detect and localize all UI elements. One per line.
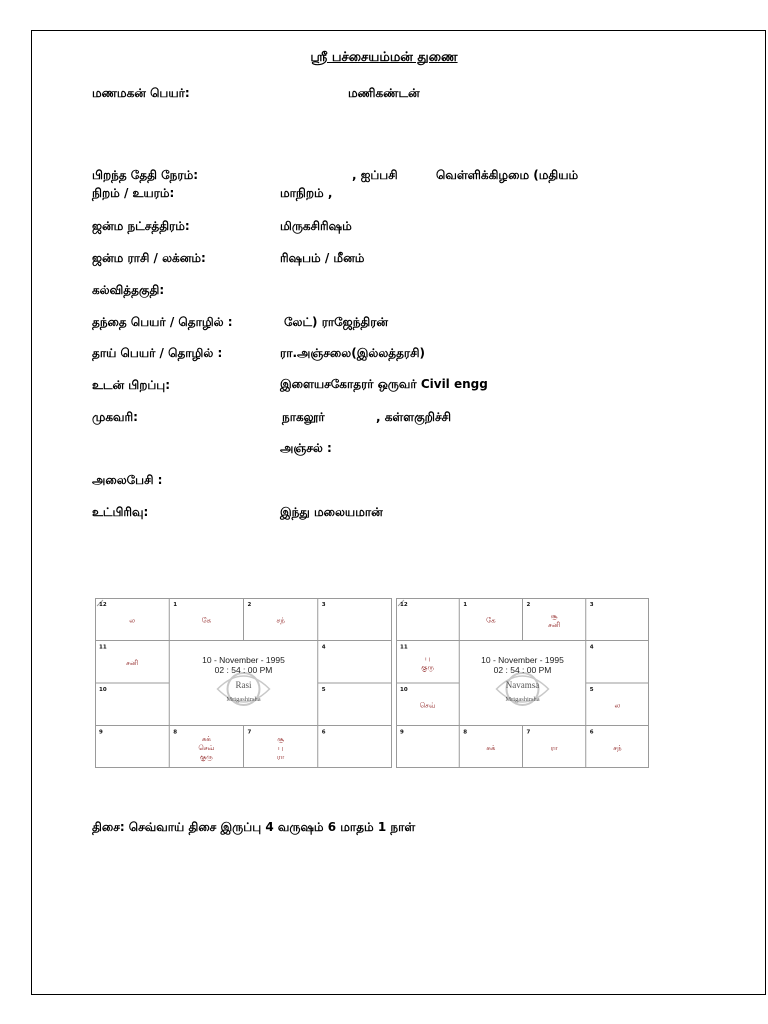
address-district-value: , கள்ளகுறிச்சி <box>376 410 452 424</box>
house-number: 4 <box>589 644 594 651</box>
planet-label: சனி <box>126 658 139 667</box>
dasa-balance: திசை: செவ்வாய் திசை இருப்பு 4 வருஷம் 6 மாதம் 1 நாள் <box>92 820 416 834</box>
house-number: 12 <box>400 602 408 608</box>
navamsa-chart <box>396 598 649 768</box>
house-number: 4 <box>321 644 326 651</box>
subcaste-value: இந்து மலையமான் <box>280 505 383 519</box>
subcaste-label: உட்பிரிவு: <box>92 505 149 519</box>
chart-name: Rasi <box>235 680 252 690</box>
planet-label: ல <box>129 616 136 625</box>
house-number: 7 <box>247 729 252 736</box>
groom-name-label: மணமகன் பெயர்: <box>92 86 190 100</box>
birth-datetime-label: பிறந்த தேதி நேரம்: <box>92 168 199 182</box>
planet-label: சந் <box>613 743 622 752</box>
planet-label: சுக் <box>486 743 496 752</box>
chart-date: 10 - November - 1995 <box>202 655 285 665</box>
birth-star-label: ஜன்ம நட்சத்திரம்: <box>92 219 190 233</box>
planet-label: ரா <box>276 752 285 761</box>
mobile-label: அலைபேசி : <box>92 473 163 487</box>
planet-label: செவ் <box>198 743 215 752</box>
rasi-lagna-value: ரிஷபம் / மீனம் <box>280 251 365 265</box>
house-number: 11 <box>400 644 408 651</box>
planet-label: பு <box>278 743 284 752</box>
address-value: நாகலூர் <box>282 410 325 424</box>
planet-label: கே <box>486 616 496 625</box>
planet-label: சூ <box>550 611 558 620</box>
mother-value: ரா.அஞ்சலை(இல்லத்தரசி) <box>280 346 426 360</box>
father-label: தந்தை பெயர் / தொழில் : <box>92 315 233 329</box>
chart-time: 02 : 54 : 00 PM <box>493 665 552 675</box>
complexion-height-label: நிறம் / உயரம்: <box>92 186 175 200</box>
house-number: 6 <box>321 729 326 736</box>
postal-value: அஞ்சல் : <box>280 441 332 455</box>
house-number: 2 <box>247 602 252 608</box>
planet-label: சனி <box>548 620 561 629</box>
chart-time: 02 : 54 : 00 PM <box>214 665 273 675</box>
rasi-chart <box>95 598 392 768</box>
planet-label: பு <box>425 654 431 663</box>
house-number: 7 <box>526 729 531 736</box>
siblings-value: இளையசகோதரர் ஒருவர் Civil engg <box>280 377 488 391</box>
house-number: 12 <box>99 602 107 608</box>
father-value: லேட்) ராஜேந்திரன் <box>284 315 389 329</box>
house-number: 6 <box>589 729 594 736</box>
planet-label: குரு <box>421 663 434 672</box>
chart-date: 10 - November - 1995 <box>481 655 564 665</box>
address-label: முகவரி: <box>92 410 138 424</box>
planet-label: சூ <box>277 734 284 743</box>
planet-label: சந் <box>276 616 285 625</box>
house-number: 5 <box>589 687 594 693</box>
birth-day-value: வெள்ளிக்கிழமை (மதியம் <box>436 168 579 182</box>
house-number: 9 <box>400 729 404 736</box>
birth-datetime-value: , ஐப்பசி <box>352 168 398 182</box>
page-title: ஸ்ரீ பச்சையம்மன் துணை <box>310 50 458 65</box>
house-number: 1 <box>463 602 468 608</box>
siblings-label: உடன் பிறப்பு: <box>92 378 171 392</box>
house-number: 2 <box>526 602 531 608</box>
groom-name-value: மணிகண்டன் <box>348 86 420 100</box>
planet-label: ல <box>614 701 621 710</box>
chart-name: Navamsa <box>505 680 540 690</box>
house-number: 1 <box>173 602 178 608</box>
planet-label: கே <box>201 616 212 625</box>
house-number: 9 <box>99 729 103 736</box>
house-number: 10 <box>99 687 107 693</box>
chart-star: Mrigashirsha <box>505 696 540 703</box>
planet-label: ரா <box>550 743 558 752</box>
house-number: 5 <box>321 687 326 693</box>
planet-label: செவ் <box>419 701 436 710</box>
complexion-height-value: மாநிறம் , <box>280 186 333 200</box>
rasi-lagna-label: ஜன்ம ராசி / லக்னம்: <box>92 251 206 265</box>
house-number: 11 <box>99 644 107 651</box>
mother-label: தாய் பெயர் / தொழில் : <box>92 346 223 360</box>
planet-label: சுக் <box>201 734 211 743</box>
chart-star: Mrigashirsha <box>226 696 261 703</box>
house-number: 10 <box>400 687 408 693</box>
education-label: கல்வித்தகுதி: <box>92 283 165 297</box>
house-number: 8 <box>173 729 178 736</box>
house-number: 8 <box>463 729 468 736</box>
house-number: 3 <box>589 602 594 608</box>
house-number: 3 <box>321 602 326 608</box>
planet-label: குரு <box>200 752 213 761</box>
birth-star-value: மிருகசிரிஷம் <box>280 219 352 233</box>
